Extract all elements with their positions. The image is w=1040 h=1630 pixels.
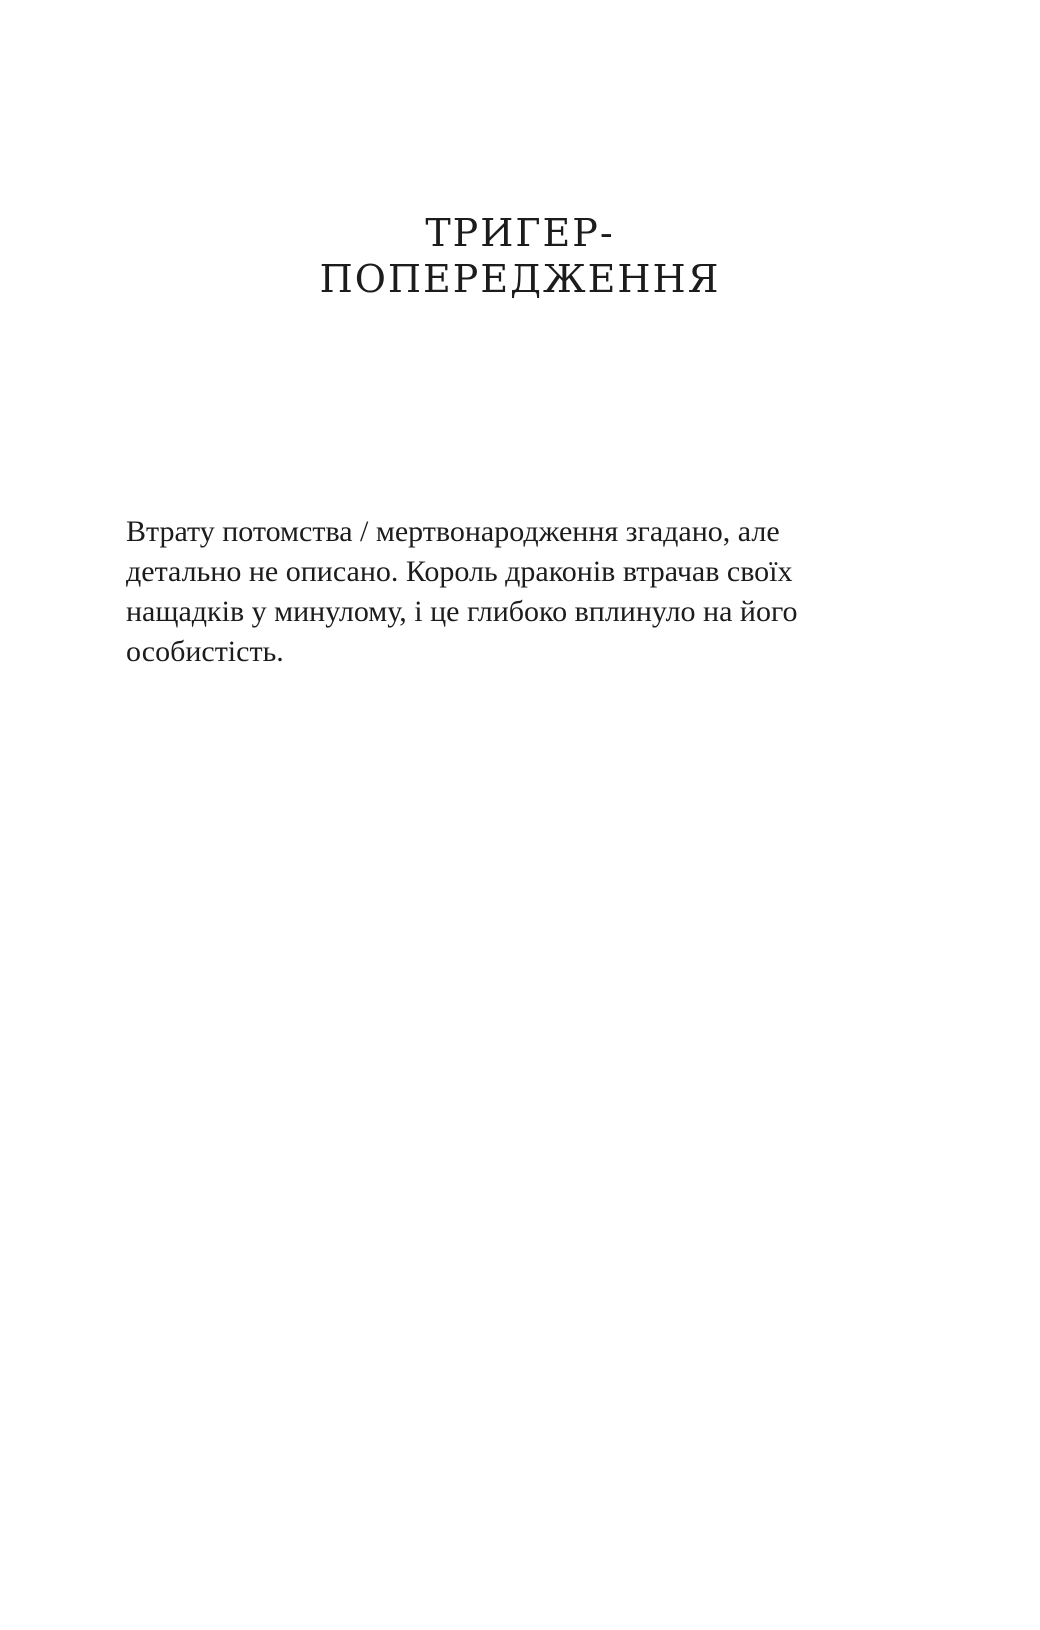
paragraph-line: детально не описано. Король драконів втрачав своїх bbox=[126, 555, 793, 588]
title-line-2: ПОПЕРЕДЖЕННЯ bbox=[319, 257, 721, 301]
paragraph-line: особистість. bbox=[126, 635, 284, 668]
paragraph-line: Втрату потомства / мертвонародження згадано, але bbox=[126, 515, 780, 548]
page-title bbox=[0, 210, 1040, 302]
paragraph-line: нащадків у минулому, і це глибоко вплинуло на його bbox=[126, 595, 798, 628]
title-line-1: ТРИГЕР- bbox=[425, 211, 615, 255]
trigger-warning-paragraph bbox=[126, 512, 916, 672]
